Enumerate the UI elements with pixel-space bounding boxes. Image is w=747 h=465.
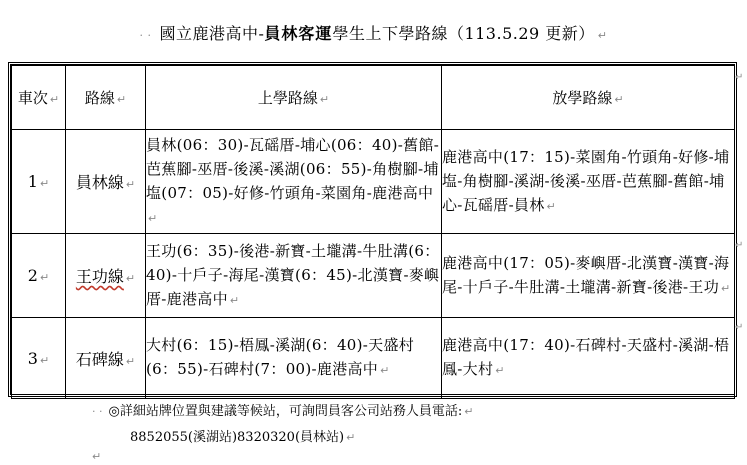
format-marks: · · [92, 405, 103, 418]
contact-phones: 8852055(溪湖站)8320320(員林站) ↵ [130, 430, 356, 445]
row-from-school: 鹿港高中(17：05)-麥嶼厝-北漢寶-漢寶-海尾-十戶子-牛肚溝-土壠溝-新寶-後港-王功 ↵ [442, 234, 735, 318]
row-to-school: 王功(6：35)-後港-新寶-土壠溝-牛肚溝(6：40)-十戶子-海尾-漢寶(6：45)-北漢寶-麥嶼厝-鹿港高中 ↵ [146, 234, 442, 318]
row-line: 王功線 ↵ [66, 234, 146, 318]
header-line: 路線 ↵ [66, 66, 146, 130]
row-end-mark-icon: ↵ [735, 322, 744, 333]
title-prefix: 國立鹿港高中- [159, 24, 265, 43]
header-to-school: 上學路線 ↵ [146, 66, 442, 130]
table-row [12, 234, 735, 318]
row-to-school: 員林(06：30)-瓦磘厝-埔心(06：40)-舊館-芭蕉腳-巫厝-後溪-溪湖(06：55)-角樹腳-埔塩(07：05)-好修-竹頭角-菜園角-鹿港高中↵ [146, 130, 442, 234]
row-line: 員林線 ↵ [66, 130, 146, 234]
title-brand: 員林客運 [264, 24, 333, 43]
document-title [0, 21, 747, 44]
header-from-school: 放學路線 ↵ [442, 66, 735, 130]
row-no: 2 ↵ [12, 234, 66, 318]
row-end-mark-icon: ↵ [735, 240, 744, 251]
row-no: 3 ↵ [12, 318, 66, 399]
row-end-mark-icon: ↵ [735, 72, 744, 83]
bus-route-table [11, 65, 735, 399]
paragraph-mark-icon: ↵ [92, 450, 102, 463]
row-no: 1 ↵ [12, 130, 66, 234]
note-text: ◎詳細站牌位置與建議等候站，可詢問員客公司站務人員電話: [108, 404, 463, 419]
table-row [12, 130, 735, 234]
row-to-school: 大村(6：15)-梧鳳-溪湖(6：40)-天盛村(6：55)-石碑村(7：00)-鹿港高中 ↵ [146, 318, 442, 399]
header-no: 車次 ↵ [12, 66, 66, 130]
format-marks: · · [139, 29, 152, 42]
title-suffix: 學生上下學路線（113.5.29 更新） [332, 24, 595, 43]
contact-note: · · ◎詳細站牌位置與建議等候站，可詢問員客公司站務人員電話: ↵ [92, 404, 474, 419]
row-line: 石碑線 ↵ [66, 318, 146, 399]
row-from-school: 鹿港高中(17：15)-菜園角-竹頭角-好修-埔塩-角樹腳-溪湖-後溪-巫厝-芭蕉腳-舊館-埔心-瓦磘厝-員林 ↵ [442, 130, 735, 234]
table-row [12, 318, 735, 399]
row-from-school: 鹿港高中(17：40)-石碑村-天盛村-溪湖-梧鳳-大村 ↵ [442, 318, 735, 399]
paragraph-mark-icon: ↵ [597, 29, 608, 42]
table-header-row [12, 66, 735, 130]
